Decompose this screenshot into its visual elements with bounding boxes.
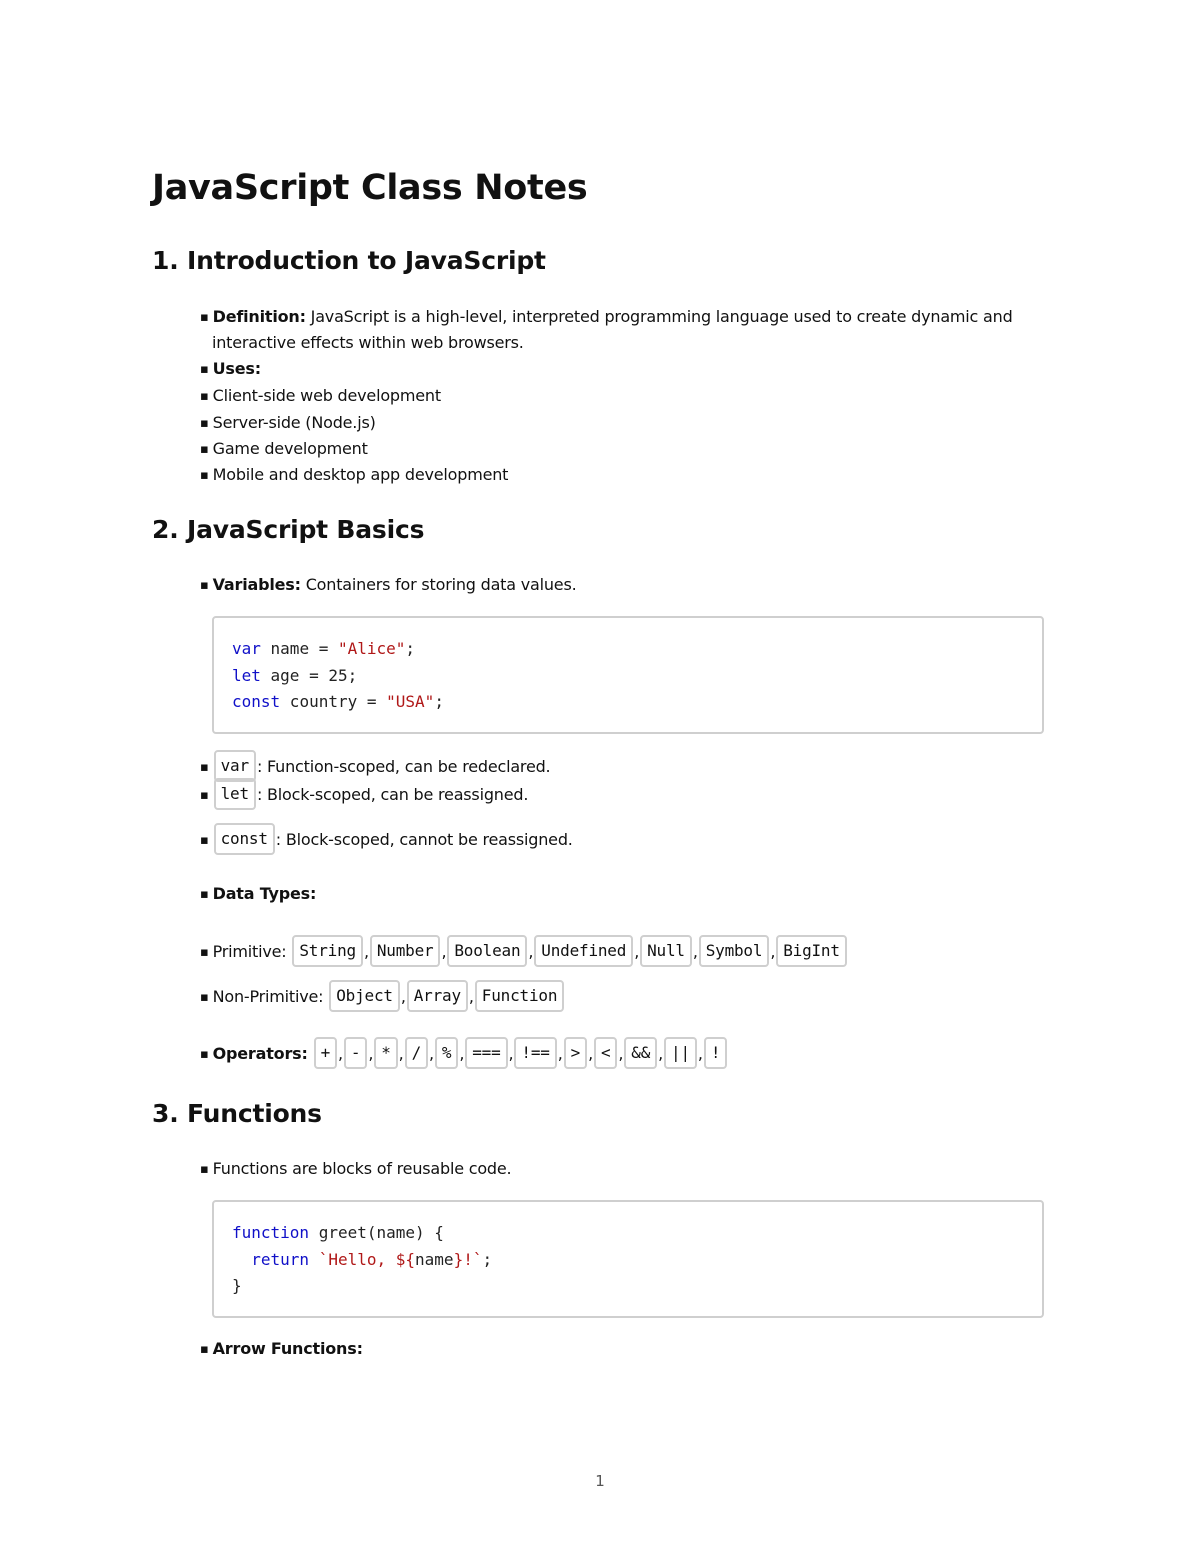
- bullet-icon: ▪: [200, 990, 209, 1005]
- code-chip: <: [594, 1037, 617, 1069]
- code-text: name =: [260, 639, 338, 658]
- variables-text: Containers for storing data values.: [300, 575, 577, 594]
- code-text: ;: [482, 1249, 493, 1269]
- variables-label: Variables:: [212, 575, 301, 594]
- definition-label: Definition:: [212, 307, 306, 326]
- bullet-icon: ▪: [200, 1342, 209, 1357]
- code-chip: let: [214, 778, 256, 810]
- code-keyword: function: [232, 1223, 310, 1242]
- definition-line: [200, 304, 1013, 332]
- var-text: : Function-scoped, can be redeclared.: [256, 757, 551, 776]
- code-chip: String: [292, 935, 363, 967]
- code-chip: >: [564, 1037, 587, 1069]
- bullet-icon: ▪: [200, 310, 209, 325]
- code-chip: Undefined: [534, 935, 633, 967]
- bullet-icon: ▪: [200, 945, 209, 960]
- let-line: [200, 779, 528, 811]
- const-text: : Block-scoped, cannot be reassigned.: [275, 830, 573, 849]
- non-primitive-line: ▪ Non-Primitive: Object , Array , Function: [200, 981, 565, 1013]
- code-text: ;: [434, 692, 444, 711]
- let-text: : Block-scoped, can be reassigned.: [256, 785, 529, 804]
- uses-line: [200, 356, 261, 384]
- code-chip: Null: [640, 935, 692, 967]
- bullet-icon: ▪: [200, 416, 209, 431]
- code-chip: +: [314, 1037, 337, 1069]
- code-chip: Boolean: [447, 935, 527, 967]
- code-text: country =: [280, 692, 387, 711]
- bullet-icon: ▪: [200, 833, 209, 848]
- code-chip: const: [214, 823, 275, 855]
- list-item: [200, 462, 508, 490]
- code-string: }!`: [453, 1249, 483, 1269]
- code-chip: %: [435, 1037, 458, 1069]
- code-keyword: return: [251, 1249, 310, 1269]
- code-chip: var: [214, 750, 256, 782]
- bullet-icon: ▪: [200, 578, 209, 593]
- code-text: ;: [405, 639, 416, 658]
- code-chip: Object: [329, 980, 400, 1012]
- functions-intro-line: [200, 1156, 511, 1184]
- non-primitive-label: Non-Primitive:: [212, 987, 329, 1006]
- bullet-icon: ▪: [200, 1047, 209, 1062]
- code-text: name: [415, 1249, 454, 1269]
- code-text: greet(name) {: [309, 1223, 444, 1242]
- code-string: `Hello, ${: [318, 1249, 416, 1269]
- code-text: [309, 1250, 319, 1269]
- function-code-block: [212, 1200, 1044, 1318]
- code-chip: ===: [465, 1037, 507, 1069]
- variables-code-block: [212, 616, 1044, 734]
- section-heading-functions: 3. Functions: [152, 1099, 322, 1128]
- section-heading-intro: 1. Introduction to JavaScript: [152, 246, 546, 275]
- bullet-icon: ▪: [200, 389, 209, 404]
- bullet-icon: ▪: [200, 760, 209, 775]
- code-keyword: const: [232, 692, 281, 711]
- uses-label: Uses:: [212, 359, 261, 378]
- code-chip: BigInt: [776, 935, 847, 967]
- code-chip: Symbol: [699, 935, 770, 967]
- bullet-icon: ▪: [200, 362, 209, 377]
- list-item: [200, 436, 368, 464]
- bullet-icon: ▪: [200, 887, 209, 902]
- data-types-label: Data Types:: [212, 884, 317, 903]
- const-line: [200, 824, 573, 856]
- list-item: [200, 410, 376, 438]
- data-types-line: [200, 881, 316, 909]
- definition-continuation: interactive effects within web browsers.: [212, 333, 524, 352]
- bullet-icon: ▪: [200, 442, 209, 457]
- variables-line: [200, 572, 576, 600]
- bullet-icon: ▪: [200, 468, 209, 483]
- code-text: }: [232, 1276, 242, 1295]
- arrow-functions-line: [200, 1336, 363, 1364]
- code-string: "USA": [386, 692, 435, 711]
- operators-label: Operators:: [212, 1044, 308, 1063]
- bullet-icon: ▪: [200, 1162, 209, 1177]
- page-number: 1: [595, 1472, 605, 1490]
- code-chip: /: [405, 1037, 428, 1069]
- code-text: age = 25;: [260, 665, 358, 685]
- bullet-icon: ▪: [200, 788, 209, 803]
- code-indent: [232, 1250, 251, 1269]
- primitive-label: Primitive:: [212, 942, 292, 961]
- code-chip: ||: [664, 1037, 697, 1069]
- code-chip: !: [704, 1037, 727, 1069]
- code-keyword: let: [232, 665, 261, 685]
- use-item-text: Mobile and desktop app development: [212, 465, 509, 484]
- section-heading-basics: 2. JavaScript Basics: [152, 515, 425, 544]
- code-string: "Alice": [337, 639, 406, 658]
- use-item-text: Game development: [212, 439, 368, 458]
- operators-line: ▪ Operators: + , - , * , / , % , === , !== , > , < , && , || , !: [200, 1038, 728, 1070]
- arrow-functions-label: Arrow Functions:: [212, 1339, 363, 1358]
- code-chip: *: [374, 1037, 397, 1069]
- use-item-text: Client-side web development: [212, 386, 441, 405]
- code-chip: -: [344, 1037, 367, 1069]
- use-item-text: Server-side (Node.js): [212, 413, 376, 432]
- definition-text: JavaScript is a high-level, interpreted programming language used to create dynamic and: [305, 307, 1013, 326]
- code-keyword: var: [232, 639, 261, 658]
- page-title: JavaScript Class Notes: [152, 168, 588, 208]
- primitive-line: ▪ Primitive: String , Number , Boolean , Undefined , Null , Symbol , BigInt: [200, 936, 848, 968]
- code-chip: Number: [370, 935, 441, 967]
- functions-intro-text: Functions are blocks of reusable code.: [212, 1159, 512, 1178]
- code-chip: Array: [407, 980, 468, 1012]
- code-chip: &&: [624, 1037, 657, 1069]
- code-chip: !==: [514, 1037, 556, 1069]
- code-chip: Function: [475, 980, 564, 1012]
- list-item: [200, 383, 441, 411]
